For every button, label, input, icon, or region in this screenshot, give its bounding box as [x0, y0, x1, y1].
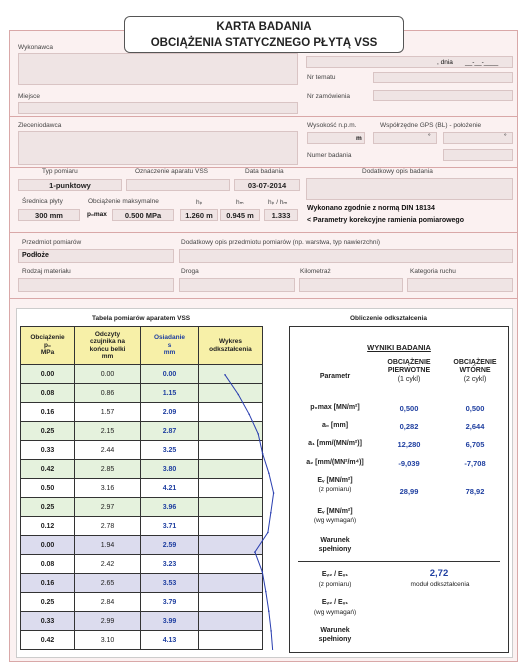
load-cell: 0.16	[21, 403, 75, 422]
load-cell: 0.25	[21, 498, 75, 517]
a0-primary: 0,282	[399, 422, 419, 431]
secondary-header-b: WTÓRNE	[459, 367, 491, 374]
data-badania-label: Data badania	[245, 168, 284, 175]
settlement-cell: 3.79	[141, 593, 199, 612]
deformation-point	[270, 630, 272, 632]
reading-cell: 0.86	[75, 384, 141, 403]
nr-tematu-label: Nr tematu	[307, 74, 336, 81]
a1-param: a₁ [mm/(MN/m²)]	[308, 440, 362, 447]
settlement-cell: 2.59	[141, 536, 199, 555]
ratio-result: 2,72	[429, 568, 449, 579]
data-badania-value[interactable]: 03-07-2014	[234, 179, 300, 191]
kategoria-field[interactable]	[407, 278, 513, 292]
miejsce-field[interactable]	[18, 102, 298, 114]
reading-cell: 2.97	[75, 498, 141, 517]
korekcja-link[interactable]: < Parametry korekcyjne ramienia pomiarowego	[307, 217, 464, 224]
results-divider	[298, 561, 500, 562]
secondary-header-c: (2 cykl)	[463, 376, 487, 383]
settlement-cell: 3.53	[141, 574, 199, 593]
reading-cell: 2.85	[75, 460, 141, 479]
opis-badania-field[interactable]	[306, 178, 513, 200]
separator	[9, 116, 518, 117]
settlement-cell: 3.25	[141, 441, 199, 460]
gps-lon-deg: °	[504, 133, 507, 140]
reading-cell: 1.57	[75, 403, 141, 422]
results-title: WYNIKI BADANIA	[367, 343, 431, 352]
a0-secondary: 2,644	[465, 422, 485, 431]
load-cell: 0.42	[21, 460, 75, 479]
typ-pomiaru-value[interactable]: 1-punktowy	[18, 179, 122, 191]
deformation-point	[254, 551, 256, 553]
deformation-point	[268, 473, 270, 475]
typ-pomiaru-label: Typ pomiaru	[42, 168, 78, 175]
deformation-point	[267, 532, 269, 534]
load-cell: 0.12	[21, 517, 75, 536]
ratio-param: Eᵥ₂ / Eᵥ₁	[321, 571, 349, 578]
ratio-param-sub: (z pomiaru)	[318, 581, 352, 588]
srednica-label: Średnica płyty	[22, 198, 63, 205]
title-line1: KARTA BADANIA	[216, 21, 312, 33]
load-cell: 0.00	[21, 365, 75, 384]
a2-secondary: -7,708	[464, 459, 486, 468]
title-line2: OBCIĄŻENIA STATYCZNEGO PŁYTĄ VSS	[150, 37, 378, 49]
reading-cell: 2.78	[75, 517, 141, 536]
nr-badania-field[interactable]	[443, 149, 513, 161]
oznaczenie-field[interactable]	[126, 179, 230, 191]
settlement-cell: 0.00	[141, 365, 199, 384]
ev-primary: 28,99	[399, 487, 419, 496]
title-box	[124, 16, 404, 53]
hp-value[interactable]: 1.260 m	[180, 209, 218, 221]
reading-cell: 2.15	[75, 422, 141, 441]
load-cell: 0.08	[21, 384, 75, 403]
a0-param: a₀ [mm]	[321, 422, 349, 429]
gps-lon-field[interactable]	[443, 132, 513, 144]
reading-cell: 2.84	[75, 593, 141, 612]
primary-header-c: (1 cykl)	[397, 376, 421, 383]
wykonawca-label: Wykonawca	[18, 44, 53, 51]
col-reading-header: Odczyty czujnika na końcu belki mm	[75, 327, 141, 365]
nr-zamowienia-label: Nr zamówienia	[307, 93, 350, 100]
wysokosc-unit: m	[356, 135, 362, 142]
reading-cell: 2.65	[75, 574, 141, 593]
zleceniodawca-field[interactable]	[18, 131, 298, 165]
kilometraz-label: Kilometraż	[300, 268, 331, 275]
miejsce-label: Miejsce	[18, 93, 41, 100]
nr-tematu-field[interactable]	[373, 72, 513, 83]
pmax-symbol: p₀max	[87, 211, 107, 218]
settlement-cell: 3.80	[141, 460, 199, 479]
a1-primary: 12,280	[397, 440, 421, 449]
hp-label: hₚ	[196, 199, 203, 206]
rodzaj-label: Rodzaj materiału	[22, 268, 71, 275]
settlement-cell: 2.87	[141, 422, 199, 441]
obciazenie-max-label: Obciążenie maksymalne	[88, 198, 159, 205]
param-col-header: Parametr	[319, 373, 351, 380]
col-load-header: Obciążenie p₀ MPa	[21, 327, 75, 365]
opis-badania-label: Dodatkowy opis badania	[362, 168, 433, 175]
deformation-point	[257, 433, 259, 435]
wysokosc-label: Wysokość n.p.m.	[307, 122, 357, 129]
oznaczenie-label: Oznaczenie aparatu VSS	[135, 168, 208, 175]
dodatkowy-opis-label: Dodatkowy opis przedmiotu pomiarów (np. warstwa, typ nawierzchni)	[181, 239, 381, 246]
col-chart-header: Wykres odkształcenia	[199, 327, 263, 365]
dnia-value: __-__-____	[465, 59, 499, 66]
dnia-label: , dnia	[437, 59, 453, 66]
dodatkowy-opis-field[interactable]	[179, 249, 513, 263]
ratio-req-sub: (wg wymagań)	[313, 609, 357, 616]
deformation-point	[270, 512, 272, 514]
kategoria-label: Kategoria ruchu	[410, 268, 456, 275]
kilometraz-field[interactable]	[299, 278, 403, 292]
settlement-cell: 1.15	[141, 384, 199, 403]
deformation-chart	[219, 365, 283, 650]
a2-primary: -9,039	[398, 459, 420, 468]
results-panel	[289, 326, 509, 653]
droga-field[interactable]	[179, 278, 295, 292]
a2-param: a₂ [mm/(MN²/m⁴)]	[306, 459, 364, 466]
ev-param: Eᵥ [MN/m²]	[317, 477, 353, 484]
deformation-point	[265, 591, 267, 593]
nr-zamowienia-field[interactable]	[373, 90, 513, 101]
norma-text: Wykonano zgodnie z normą DIN 18134	[307, 205, 435, 212]
przedmiot-label: Przedmiot pomiarów	[22, 239, 82, 246]
settlement-cell: 3.99	[141, 612, 199, 631]
zleceniodawca-label: Zleceniodawca	[18, 122, 62, 129]
secondary-header-a: OBCIĄŻENIE	[453, 359, 497, 366]
ev-param-sub: (z pomiaru)	[318, 486, 352, 493]
separator	[9, 232, 518, 233]
hm-value[interactable]: 0.945 m	[220, 209, 260, 221]
reading-cell: 1.94	[75, 536, 141, 555]
deformation-point	[273, 492, 275, 494]
srednica-value[interactable]: 300 mm	[18, 209, 80, 221]
load-cell: 0.25	[21, 593, 75, 612]
condition2-label-b: spełniony	[318, 636, 352, 643]
load-cell: 0.08	[21, 555, 75, 574]
a1-secondary: 6,705	[465, 440, 485, 449]
rodzaj-field[interactable]	[18, 278, 174, 292]
settlement-cell: 2.09	[141, 403, 199, 422]
reading-cell: 0.00	[75, 365, 141, 384]
pmax-param: p₀max [MN/m²]	[310, 404, 360, 411]
primary-header-b: PIERWOTNE	[387, 367, 431, 374]
calc-title: Obliczenie odkształcenia	[350, 315, 427, 322]
deformation-line	[225, 375, 274, 650]
settlement-cell: 3.23	[141, 555, 199, 574]
droga-label: Droga	[181, 268, 199, 275]
table-title: Tabela pomiarów aparatem VSS	[92, 315, 191, 322]
pmax-primary: 0,500	[399, 404, 419, 413]
pmax-value[interactable]: 0.500 MPa	[112, 209, 174, 221]
deformation-point	[238, 394, 240, 396]
load-cell: 0.42	[21, 631, 75, 650]
load-cell: 0.00	[21, 536, 75, 555]
wykonawca-field[interactable]	[18, 53, 298, 85]
hm-label: hₘ	[236, 199, 244, 206]
reading-cell: 3.10	[75, 631, 141, 650]
reading-cell: 3.16	[75, 479, 141, 498]
load-cell: 0.25	[21, 422, 75, 441]
reading-cell: 2.42	[75, 555, 141, 574]
gps-label: Współrzędne GPS (BL) - położenie	[380, 122, 482, 129]
condition-label-b: spełniony	[318, 546, 352, 553]
deformation-point	[248, 414, 250, 416]
przedmiot-value: Podłoże	[22, 252, 49, 259]
deformation-point	[224, 374, 226, 376]
reading-cell: 2.99	[75, 612, 141, 631]
deformation-point	[262, 453, 264, 455]
settlement-cell: 4.13	[141, 631, 199, 650]
pmax-secondary: 0,500	[465, 404, 485, 413]
deformation-point	[262, 571, 264, 573]
gps-lat-deg: °	[428, 133, 431, 140]
col-settlement-header: Osiadanie s mm	[141, 327, 199, 365]
reading-cell: 2.44	[75, 441, 141, 460]
load-cell: 0.50	[21, 479, 75, 498]
condition2-label-a: Warunek	[320, 627, 350, 634]
ratio-value[interactable]: 1.333	[264, 209, 298, 221]
load-cell: 0.16	[21, 574, 75, 593]
deformation-point	[268, 610, 270, 612]
settlement-cell: 3.96	[141, 498, 199, 517]
ratio-req-param: Eᵥ₂ / Eᵥ₁	[321, 599, 349, 606]
settlement-cell: 3.71	[141, 517, 199, 536]
ev-req-sub: (wg wymagań)	[313, 517, 357, 524]
primary-header-a: OBCIĄŻENIE	[387, 359, 431, 366]
condition-label-a: Warunek	[320, 537, 350, 544]
settlement-cell: 4.21	[141, 479, 199, 498]
separator	[9, 298, 518, 299]
ev-secondary: 78,92	[465, 487, 485, 496]
ratio-caption: moduł odkształcenia	[410, 581, 470, 588]
ev-req-param: Eᵥ [MN/m²]	[317, 508, 353, 515]
ratio-label: hₚ / hₘ	[268, 199, 288, 206]
load-cell: 0.33	[21, 441, 75, 460]
nr-badania-label: Numer badania	[307, 152, 352, 159]
load-cell: 0.33	[21, 612, 75, 631]
